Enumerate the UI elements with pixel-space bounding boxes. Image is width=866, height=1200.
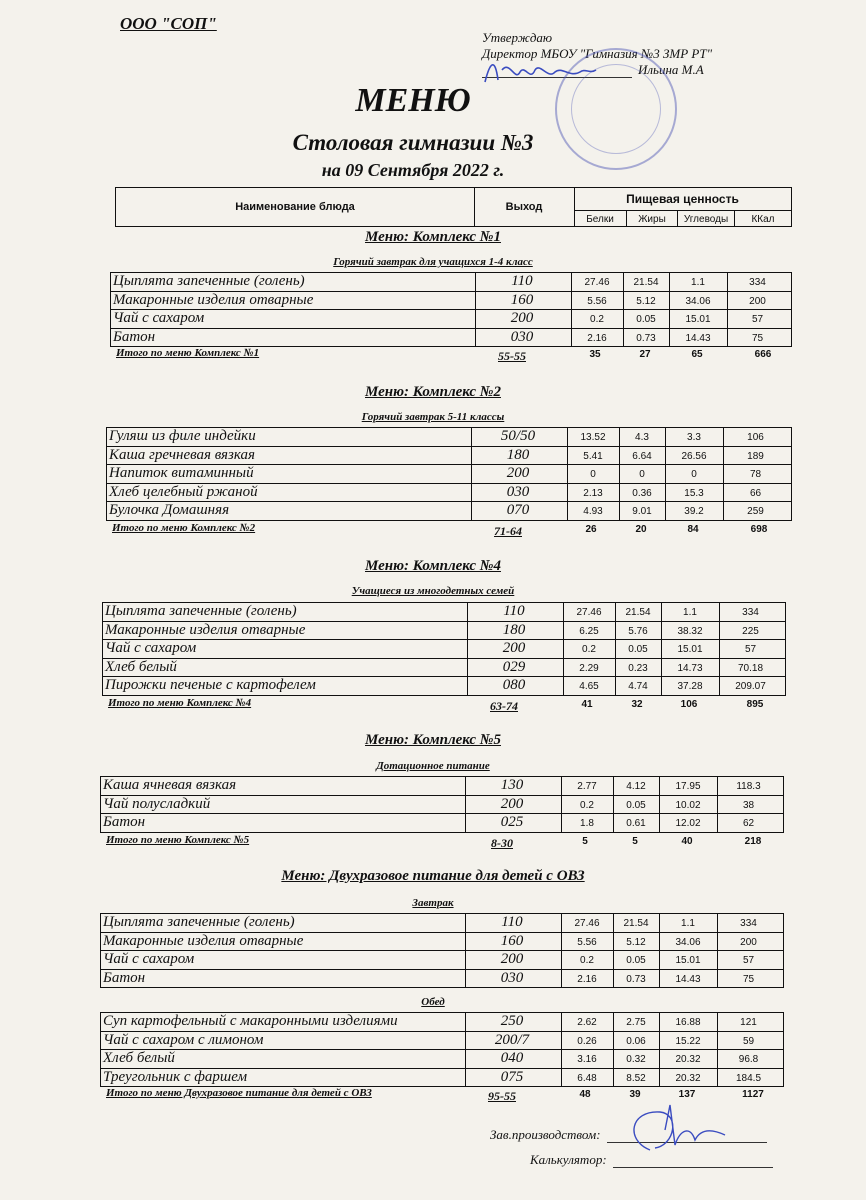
total-kcal: 666 [754, 349, 772, 360]
dish-carbs: 0 [665, 465, 724, 483]
table-row [101, 777, 783, 796]
dish-proteins: 0.2 [561, 951, 614, 969]
dish-proteins: 2.13 [567, 484, 620, 502]
dish-output: 200 [463, 951, 562, 969]
table-row [101, 814, 783, 832]
menu-table [100, 776, 784, 833]
total-output: 95-55 [488, 1089, 516, 1103]
dish-fats: 21.54 [623, 273, 670, 291]
dish-kcal: 75 [742, 973, 755, 985]
table-row [101, 970, 783, 988]
dish-fats: 0.23 [615, 659, 662, 677]
company-name: ООО "СОП" [120, 14, 217, 33]
dish-proteins: 2.77 [561, 777, 614, 795]
dish-proteins: 0.26 [561, 1032, 614, 1050]
dish-proteins: 0.2 [563, 640, 616, 658]
dish-fats: 21.54 [613, 914, 660, 932]
dish-name: Макаронные изделия отварные [103, 622, 468, 640]
dish-output: 030 [473, 329, 572, 347]
dish-fats: 2.75 [613, 1013, 660, 1031]
dish-fats: 8.52 [613, 1069, 660, 1087]
menu-date: на 09 Сентября 2022 г. [321, 160, 505, 180]
dish-carbs: 15.01 [659, 951, 718, 969]
dish-output: 070 [469, 502, 568, 520]
table-row [101, 914, 783, 933]
dish-kcal: 334 [742, 607, 759, 618]
menu-table [100, 913, 784, 988]
dish-name: Чай с сахаром [101, 951, 466, 969]
dish-proteins: 3.16 [561, 1050, 614, 1068]
table-row [103, 603, 785, 622]
total-output: 63-74 [490, 699, 518, 713]
dish-output: 110 [465, 603, 564, 621]
table-row [103, 640, 785, 659]
dish-carbs: 14.43 [659, 970, 718, 988]
total-output: 71-64 [494, 524, 522, 538]
table-header [115, 187, 792, 227]
dish-proteins: 2.16 [561, 970, 614, 988]
total-fats: 39 [629, 1089, 641, 1100]
table-row [107, 502, 791, 520]
total-fats: 5 [632, 836, 638, 847]
dish-carbs: 3.3 [665, 428, 724, 446]
dish-carbs: 10.02 [659, 796, 718, 814]
total-proteins: 35 [589, 349, 601, 360]
dish-proteins: 2.29 [563, 659, 616, 677]
dish-proteins: 0.2 [561, 796, 614, 814]
dish-name: Гуляш из филе индейки [107, 428, 472, 446]
dish-kcal: 57 [744, 644, 757, 655]
section-subtitle: Дотационное питание [376, 760, 490, 772]
dish-output: 030 [469, 484, 568, 502]
dish-name: Каша гречневая вязкая [107, 447, 472, 465]
dish-proteins: 2.62 [561, 1013, 614, 1031]
dish-name: Цыплята запеченные (голень) [111, 273, 476, 291]
dish-fats: 4.12 [613, 777, 660, 795]
dish-carbs: 20.32 [659, 1069, 718, 1087]
dish-proteins: 6.25 [563, 622, 616, 640]
dish-output: 200 [463, 796, 562, 814]
dish-fats: 9.01 [619, 502, 666, 520]
total-kcal: 698 [750, 524, 768, 535]
dish-kcal: 38 [742, 799, 755, 811]
dish-output: 030 [463, 970, 562, 988]
dish-kcal: 200 [740, 936, 757, 948]
dish-proteins: 4.93 [567, 502, 620, 520]
dish-output: 029 [465, 659, 564, 677]
table-row [101, 1032, 783, 1051]
dish-fats: 4.74 [615, 677, 662, 695]
dish-output: 180 [469, 447, 568, 465]
production-head-label: Зав.производством: [490, 1127, 601, 1142]
dish-name: Хлеб целебный ржаной [107, 484, 472, 502]
dish-name: Цыплята запеченные (голень) [103, 603, 468, 621]
table-row [111, 310, 791, 329]
calculator-label: Калькулятор: [530, 1152, 607, 1167]
total-proteins: 41 [581, 699, 593, 710]
total-output: 8-30 [491, 836, 513, 850]
table-row [107, 484, 791, 503]
dish-name: Чай полусладкий [101, 796, 466, 814]
dish-fats: 0.05 [613, 796, 660, 814]
dish-kcal: 59 [742, 1035, 755, 1047]
total-carbs: 40 [681, 836, 693, 847]
dish-kcal: 184.5 [735, 1072, 762, 1084]
dish-name: Каша ячневая вязкая [101, 777, 466, 795]
dish-name: Макаронные изделия отварные [101, 933, 466, 951]
dish-kcal: 334 [740, 918, 757, 929]
dish-kcal: 57 [742, 955, 755, 966]
dish-carbs: 1.1 [669, 273, 728, 291]
dish-fats: 5.12 [613, 933, 660, 951]
table-row [111, 273, 791, 292]
dish-kcal: 70.18 [737, 662, 764, 674]
dish-output: 110 [473, 273, 572, 291]
dish-kcal: 200 [749, 295, 766, 307]
dish-name: Батон [101, 970, 466, 988]
table-row [111, 329, 791, 347]
dish-kcal: 57 [751, 314, 764, 325]
approve-label: Утверждаю [482, 30, 553, 45]
dish-proteins: 5.56 [561, 933, 614, 951]
dish-kcal: 96.8 [738, 1054, 759, 1065]
table-row [107, 465, 791, 484]
dish-carbs: 34.06 [659, 933, 718, 951]
dish-name: Чай с сахаром с лимоном [101, 1032, 466, 1050]
dish-carbs: 12.02 [659, 814, 718, 832]
total-label: Итого по меню Комплекс №1 [116, 347, 260, 359]
page-subtitle: Столовая гимназии №3 [292, 130, 534, 155]
dish-fats: 0.05 [623, 310, 670, 328]
dish-carbs: 38.32 [661, 622, 720, 640]
dish-carbs: 20.32 [659, 1050, 718, 1068]
dish-name: Суп картофельный с макаронными изделиями [101, 1013, 466, 1031]
section-subtitle: Горячий завтрак для учащихся 1-4 класс [333, 256, 533, 268]
dish-proteins: 2.16 [571, 329, 624, 347]
dish-output: 110 [463, 914, 562, 932]
dish-carbs: 17.95 [659, 777, 718, 795]
dish-fats: 0.73 [623, 329, 670, 347]
dish-output: 080 [465, 677, 564, 695]
dish-fats: 5.76 [615, 622, 662, 640]
section-subtitle: Завтрак [412, 897, 454, 909]
dish-carbs: 14.73 [661, 659, 720, 677]
dish-name: Чай с сахаром [103, 640, 468, 658]
col-output: Выход [474, 188, 575, 226]
title-block [0, 82, 866, 181]
dish-fats: 6.64 [619, 447, 666, 465]
section-title: Меню: Комплекс №4 [365, 558, 501, 574]
dish-carbs: 1.1 [659, 914, 718, 932]
total-proteins: 26 [585, 524, 597, 535]
total-carbs: 137 [678, 1089, 696, 1100]
dish-fats: 0.05 [613, 951, 660, 969]
table-row [101, 796, 783, 815]
section-title: Меню: Двухразовое питание для детей с ОВЗ [281, 868, 585, 884]
total-carbs: 65 [691, 349, 703, 360]
dish-name: Цыплята запеченные (голень) [101, 914, 466, 932]
dish-kcal: 75 [751, 332, 764, 344]
dish-output: 130 [463, 777, 562, 795]
menu-table [110, 272, 792, 347]
dish-output: 200 [465, 640, 564, 658]
section-title: Меню: Комплекс №1 [365, 229, 501, 245]
dish-name: Батон [111, 329, 476, 347]
dish-output: 040 [463, 1050, 562, 1068]
section-title: Меню: Комплекс №2 [365, 384, 501, 400]
total-kcal: 1127 [742, 1089, 764, 1100]
table-row [101, 1050, 783, 1069]
dish-kcal: 209.07 [735, 681, 766, 692]
dish-fats: 0.36 [619, 484, 666, 502]
table-row [103, 659, 785, 678]
dish-proteins: 1.8 [561, 814, 614, 832]
table-row [101, 1013, 783, 1032]
dish-name: Чай с сахаром [111, 310, 476, 328]
table-row [111, 292, 791, 311]
dish-carbs: 26.56 [665, 447, 724, 465]
dish-carbs: 14.43 [669, 329, 728, 347]
col-carbs: Углеводы [678, 210, 735, 227]
total-label: Итого по меню Комплекс №2 [112, 522, 256, 534]
total-carbs: 106 [680, 699, 698, 710]
dish-name: Хлеб белый [101, 1050, 466, 1068]
col-dish-name: Наименование блюда [116, 188, 475, 226]
dish-proteins: 5.41 [567, 447, 620, 465]
dish-kcal: 118.3 [736, 781, 761, 792]
dish-fats: 0 [619, 465, 666, 483]
dish-carbs: 39.2 [665, 502, 724, 520]
menu-table [102, 602, 786, 696]
dish-proteins: 0.2 [571, 310, 624, 328]
dish-output: 075 [463, 1069, 562, 1087]
dish-kcal: 121 [740, 1017, 757, 1028]
dish-fats: 21.54 [615, 603, 662, 621]
dish-proteins: 0 [567, 465, 620, 483]
section-subtitle: Горячий завтрак 5-11 классы [361, 411, 505, 423]
dish-output: 160 [473, 292, 572, 310]
dish-fats: 0.61 [613, 814, 660, 832]
section-subtitle: Учащиеся из многодетных семей [351, 585, 515, 597]
dish-output: 50/50 [469, 428, 568, 446]
dish-kcal: 225 [742, 625, 759, 637]
dish-kcal: 334 [749, 277, 766, 288]
dish-carbs: 16.88 [659, 1013, 718, 1031]
dish-output: 250 [463, 1013, 562, 1031]
dish-name: Макаронные изделия отварные [111, 292, 476, 310]
dish-name: Хлеб белый [103, 659, 468, 677]
total-label: Итого по меню Комплекс №5 [106, 834, 250, 846]
table-row [103, 622, 785, 641]
dish-proteins: 27.46 [561, 914, 614, 932]
dish-output: 200 [469, 465, 568, 483]
dish-fats: 0.06 [613, 1032, 660, 1050]
col-fats: Жиры [627, 210, 678, 227]
dish-carbs: 37.28 [661, 677, 720, 695]
dish-output: 200/7 [463, 1032, 562, 1050]
dish-kcal: 189 [747, 450, 764, 462]
dish-carbs: 15.01 [669, 310, 728, 328]
table-row [103, 677, 785, 695]
dish-output: 200 [473, 310, 572, 328]
table-row [101, 1069, 783, 1087]
section-subtitle: Обед [421, 996, 445, 1008]
dish-proteins: 4.65 [563, 677, 616, 695]
dish-kcal: 259 [747, 506, 764, 517]
col-nutrition: Пищевая ценность [626, 192, 739, 206]
dish-name: Батон [101, 814, 466, 832]
total-proteins: 48 [579, 1089, 591, 1100]
dish-carbs: 1.1 [661, 603, 720, 621]
dish-fats: 0.73 [613, 970, 660, 988]
dish-proteins: 27.46 [563, 603, 616, 621]
dish-name: Булочка Домашняя [107, 502, 472, 520]
table-row [101, 933, 783, 952]
dish-output: 180 [465, 622, 564, 640]
dish-proteins: 6.48 [561, 1069, 614, 1087]
dish-kcal: 78 [749, 469, 762, 480]
total-kcal: 218 [744, 836, 762, 847]
dish-kcal: 106 [747, 432, 764, 443]
dish-carbs: 15.01 [661, 640, 720, 658]
total-kcal: 895 [746, 699, 764, 710]
page-title: МЕНЮ [355, 82, 471, 119]
dish-output: 160 [463, 933, 562, 951]
dish-carbs: 34.06 [669, 292, 728, 310]
dish-name: Треугольник с фаршем [101, 1069, 466, 1087]
approve-position: Директор МБОУ "Гимназия №3 ЗМР РТ" [482, 46, 713, 61]
dish-carbs: 15.22 [659, 1032, 718, 1050]
total-label: Итого по меню Двухразовое питание для детей с ОВЗ [106, 1087, 372, 1099]
menu-table [100, 1012, 784, 1087]
dish-carbs: 15.3 [665, 484, 724, 502]
dish-proteins: 5.56 [571, 292, 624, 310]
total-fats: 32 [631, 699, 643, 710]
col-proteins: Белки [574, 210, 627, 227]
dish-kcal: 66 [749, 487, 762, 499]
dish-fats: 4.3 [619, 428, 666, 446]
dish-name: Напиток витаминный [107, 465, 472, 483]
total-fats: 27 [639, 349, 651, 360]
table-row [107, 428, 791, 447]
dish-fats: 0.05 [615, 640, 662, 658]
total-label: Итого по меню Комплекс №4 [108, 697, 252, 709]
dish-fats: 5.12 [623, 292, 670, 310]
total-output: 55-55 [498, 349, 526, 363]
total-proteins: 5 [582, 836, 588, 847]
dish-name: Пирожки печеные с картофелем [103, 677, 468, 695]
dish-proteins: 13.52 [567, 428, 620, 446]
dish-proteins: 27.46 [571, 273, 624, 291]
approve-name: Ильина М.А [638, 62, 704, 77]
col-kcal: ККал [735, 210, 791, 227]
dish-kcal: 62 [742, 818, 755, 829]
section-title: Меню: Комплекс №5 [365, 732, 501, 748]
dish-fats: 0.32 [613, 1050, 660, 1068]
dish-output: 025 [463, 814, 562, 832]
table-row [101, 951, 783, 970]
production-signature [620, 1100, 730, 1160]
menu-table [106, 427, 792, 521]
total-fats: 20 [635, 524, 647, 535]
table-row [107, 447, 791, 466]
total-carbs: 84 [687, 524, 699, 535]
